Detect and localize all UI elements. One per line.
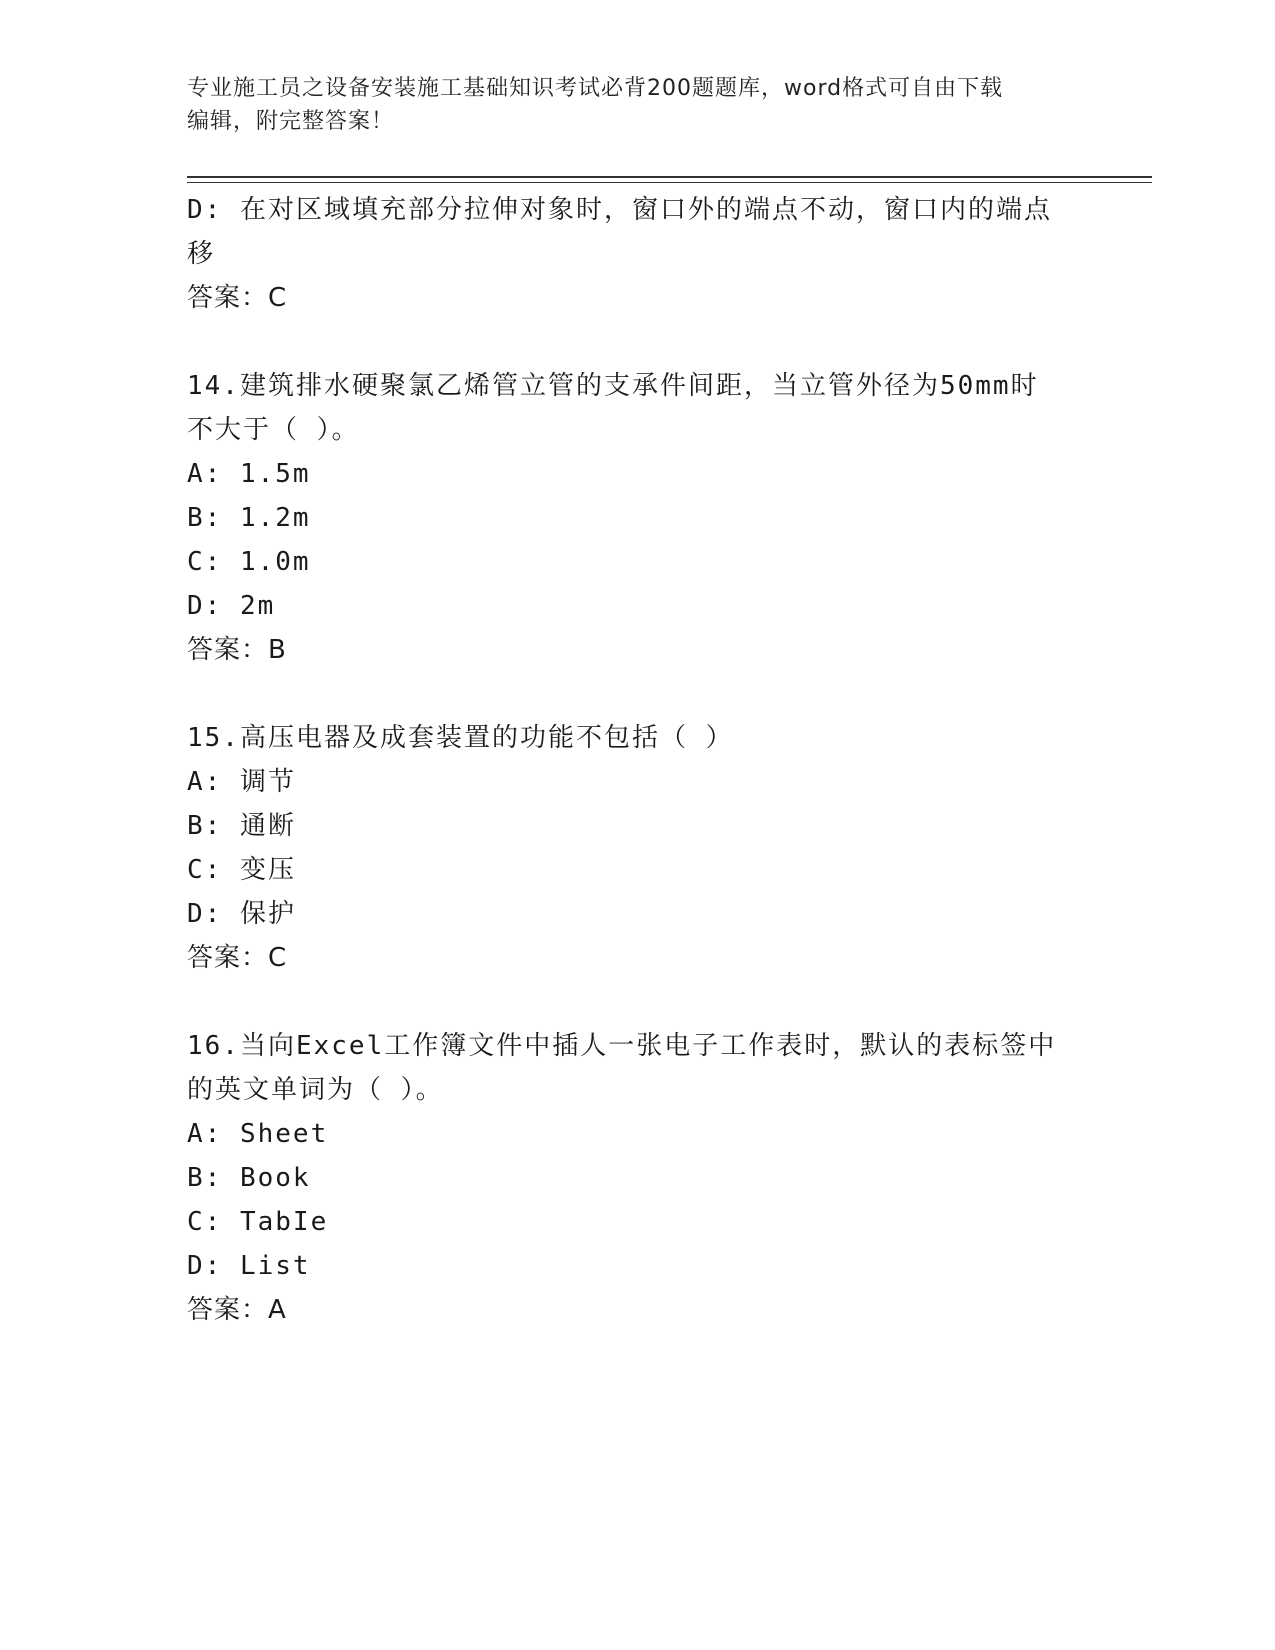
question-16-answer: 答案：A bbox=[187, 1295, 287, 1325]
question-14-option-d: D: 2m bbox=[187, 591, 276, 621]
document-header bbox=[187, 72, 1087, 138]
question-15-stem-line-1: 15.高压电器及成套装置的功能不包括（ ） bbox=[187, 723, 734, 753]
question-16-stem-line-2: 的英文单词为（ ）。 bbox=[187, 1075, 444, 1105]
question-14-stem-line-2: 不大于（ ）。 bbox=[187, 415, 360, 445]
spacer bbox=[187, 672, 1087, 716]
question-15-option-d: D: 保护 bbox=[187, 899, 296, 929]
question-15-option-c: C: 变压 bbox=[187, 855, 296, 885]
question-13-answer: 答案：C bbox=[187, 283, 288, 313]
question-14 bbox=[187, 364, 1087, 672]
question-15-answer: 答案：C bbox=[187, 943, 288, 973]
question-16-option-c: C: TabIe bbox=[187, 1207, 329, 1237]
question-14-option-c: C: 1.0m bbox=[187, 547, 311, 577]
question-13-option-d-line-2: 移 bbox=[187, 239, 216, 269]
question-15-option-a: A: 调节 bbox=[187, 767, 296, 797]
question-14-stem-line-1: 14.建筑排水硬聚氯乙烯管立管的支承件间距，当立管外径为50mm时 bbox=[187, 371, 1039, 401]
question-13-tail bbox=[187, 188, 1087, 320]
question-16-stem-line-1: 16.当向Excel工作簿文件中插人一张电子工作表时，默认的表标签中 bbox=[187, 1031, 1057, 1061]
question-16-option-a: A: Sheet bbox=[187, 1119, 329, 1149]
header-title-line-2: 编辑，附完整答案！ bbox=[187, 109, 395, 134]
question-15-option-b: B: 通断 bbox=[187, 811, 296, 841]
question-content bbox=[187, 188, 1087, 1332]
question-16 bbox=[187, 1024, 1087, 1332]
spacer bbox=[187, 980, 1087, 1024]
header-divider-thick bbox=[187, 176, 1152, 178]
spacer bbox=[187, 320, 1087, 364]
question-15 bbox=[187, 716, 1087, 980]
question-16-option-b: B: Book bbox=[187, 1163, 311, 1193]
question-14-answer: 答案：B bbox=[187, 635, 287, 665]
question-14-option-b: B: 1.2m bbox=[187, 503, 311, 533]
question-14-option-a: A: 1.5m bbox=[187, 459, 311, 489]
header-title-line-1: 专业施工员之设备安装施工基础知识考试必背200题题库，word格式可自由下载 bbox=[187, 76, 1004, 101]
question-13-option-d-line-1: D: 在对区域填充部分拉伸对象时，窗口外的端点不动，窗口内的端点 bbox=[187, 195, 1052, 225]
header-divider-thin bbox=[187, 182, 1152, 183]
question-16-option-d: D: List bbox=[187, 1251, 311, 1281]
